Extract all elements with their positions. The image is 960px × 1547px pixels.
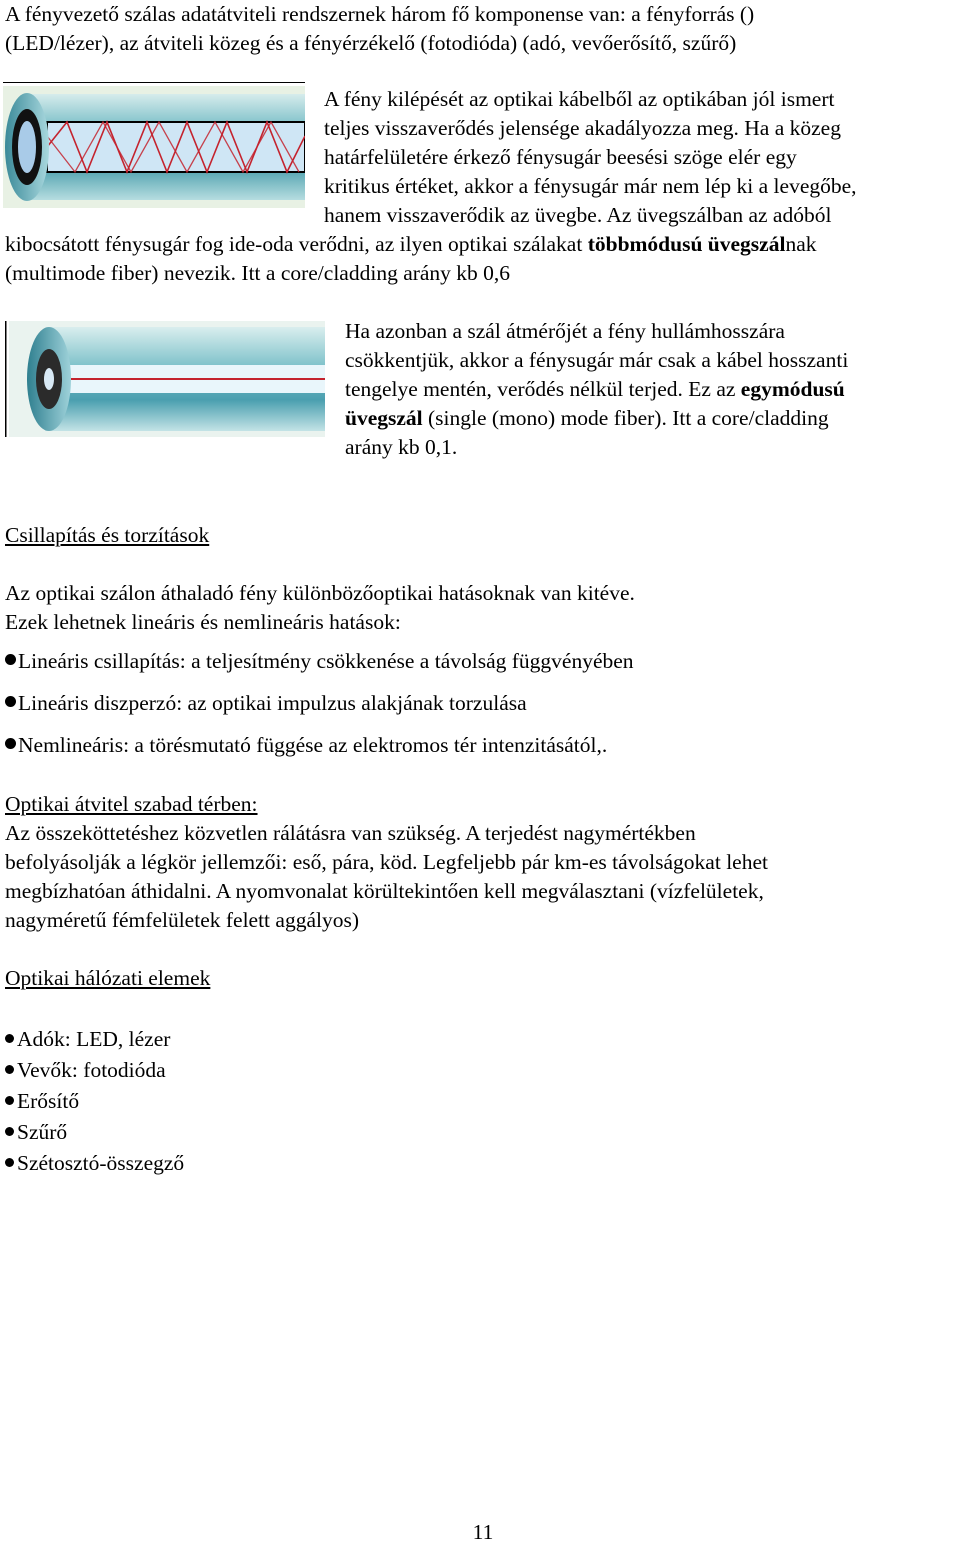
freespace-line-4: nagyméretű fémfelületek felett aggályos) <box>5 908 359 932</box>
elements-item-4 <box>5 1118 67 1147</box>
multimode-line-2: teljes visszaverődés jelensége akadályozza meg. Ha a közeg <box>324 116 841 140</box>
attenuation-bullet-2 <box>5 689 527 718</box>
bullet-icon <box>5 738 16 749</box>
multimode-line-6 <box>5 230 816 259</box>
elements-item-5 <box>5 1149 184 1178</box>
multimode-line-1: A fény kilépését az optikai kábelből az optikában jól ismert <box>324 87 835 111</box>
attenuation-bullet-1 <box>5 647 634 676</box>
singlemode-line-3 <box>345 375 845 404</box>
singlemode-term-2: üvegszál <box>345 406 423 430</box>
freespace-line-3: megbízhatóan áthidalni. A nyomvonalat körültekintően kell megválasztani (vízfelületek, <box>5 879 764 903</box>
singlemode-text: tengelye mentén, verődés nélkül terjed. Ez az <box>345 377 741 401</box>
bullet-text: Vevők: fotodióda <box>17 1058 166 1082</box>
multimode-line-5: hanem visszaverődik az üvegbe. Az üvegszálban az adóból <box>324 203 832 227</box>
elements-item-3 <box>5 1087 79 1116</box>
multimode-line-4: kritikus értéket, akkor a fénysugár már nem lép ki a levegőbe, <box>324 174 857 198</box>
singlemode-line-4 <box>345 404 829 433</box>
attenuation-bullet-3 <box>5 731 607 760</box>
multimode-line-3: határfelületére érkező fénysugár beesési szöge elér egy <box>324 145 797 169</box>
bullet-text: Lineáris csillapítás: a teljesítmény csökkenése a távolság függvényében <box>18 649 634 673</box>
intro-line-1: A fényvezető szálas adatátviteli rendszernek három fő komponense van: a fényforrás () <box>5 2 755 26</box>
bullet-text: Erősítő <box>17 1089 80 1113</box>
bullet-text: Szétosztó-összegző <box>17 1151 185 1175</box>
freespace-heading: Optikai átvitel szabad térben: <box>5 792 258 816</box>
attenuation-para-2: Ezek lehetnek lineáris és nemlineáris hatások: <box>5 610 401 634</box>
bullet-text: Nemlineáris: a törésmutató függése az elektromos tér intenzitásától,. <box>18 733 608 757</box>
freespace-line-2: befolyásolják a légkör jellemzői: eső, pára, köd. Legfeljebb pár km-es távolságokat lehet <box>5 850 768 874</box>
bullet-icon <box>5 1158 14 1167</box>
elements-item-1 <box>5 1025 170 1054</box>
multimode-fiber-illustration <box>3 86 305 208</box>
bullet-text: Lineáris diszperzó: az optikai impulzus alakjának torzulása <box>18 691 527 715</box>
multimode-line-7: (multimode fiber) nevezik. Itt a core/cladding arány kb 0,6 <box>5 261 511 285</box>
bullet-icon <box>5 654 16 665</box>
elements-heading: Optikai hálózati elemek <box>5 966 211 990</box>
singlemode-text-suffix: (single (mono) mode fiber). Itt a core/cladding <box>422 406 829 430</box>
singlemode-line-5: arány kb 0,1. <box>345 435 458 459</box>
bullet-icon <box>5 696 16 707</box>
bullet-icon <box>5 1065 14 1074</box>
singlemode-fiber-illustration <box>5 321 325 437</box>
singlemode-line-1: Ha azonban a szál átmérőjét a fény hullámhosszára <box>345 319 785 343</box>
bullet-icon <box>5 1034 14 1043</box>
page-number: 11 <box>472 1520 494 1544</box>
figure-top-rule <box>3 82 305 83</box>
intro-line-2: (LED/lézer), az átviteli közeg és a fényérzékelő (fotodióda) (adó, vevőerősítő, szűrő) <box>5 31 737 55</box>
attenuation-heading: Csillapítás és torzítások <box>5 523 210 547</box>
singlemode-term-1: egymódusú <box>740 377 845 401</box>
bullet-text: Szűrő <box>17 1120 68 1144</box>
multimode-text: kibocsátott fénysugár fog ide-oda verődni, az ilyen optikai szálakat <box>5 232 588 256</box>
elements-item-2 <box>5 1056 166 1085</box>
freespace-line-1: Az összeköttetéshez közvetlen rálátásra van szükség. A terjedést nagymértékben <box>5 821 696 845</box>
multimode-term: többmódusú üvegszál <box>587 232 786 256</box>
bullet-icon <box>5 1127 14 1136</box>
singlemode-line-2: csökkentjük, akkor a fénysugár már csak a kábel hosszanti <box>345 348 849 372</box>
multimode-text-suffix: nak <box>785 232 817 256</box>
bullet-text: Adók: LED, lézer <box>17 1027 171 1051</box>
attenuation-para-1: Az optikai szálon áthaladó fény különbözőoptikai hatásoknak van kitéve. <box>5 581 635 605</box>
bullet-icon <box>5 1096 14 1105</box>
